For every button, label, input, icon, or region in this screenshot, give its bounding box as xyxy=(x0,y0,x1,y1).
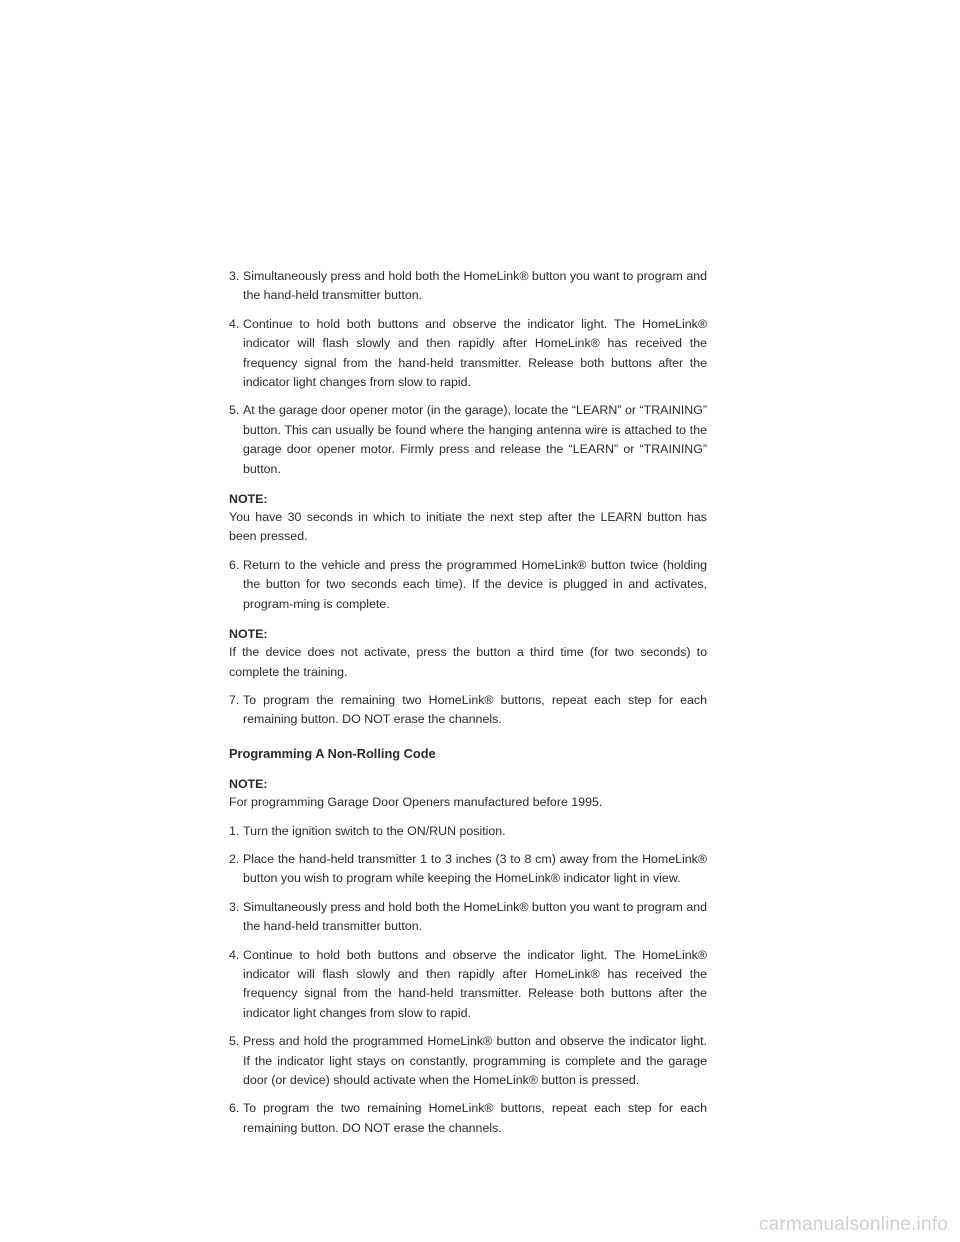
step-number: 5. xyxy=(229,403,240,418)
list-item xyxy=(229,401,707,479)
step-text: To program the two remaining HomeLink® buttons, repeat each step for each remaining button. DO NOT erase the channels. xyxy=(243,1101,707,1135)
note-label: NOTE: xyxy=(229,492,268,507)
step-number: 7. xyxy=(229,692,240,707)
note-label: NOTE: xyxy=(229,777,268,792)
list-item xyxy=(229,946,707,1024)
step-number: 6. xyxy=(229,557,240,572)
step-text: Return to the vehicle and press the programmed HomeLink® button twice (holding the button for two seconds each time). If the device is plugged in and activates, program-ming is complete. xyxy=(243,557,707,611)
step-number: 4. xyxy=(229,947,240,962)
step-number: 3. xyxy=(229,269,240,283)
list-item xyxy=(229,691,707,730)
list-item xyxy=(229,1099,707,1138)
manual-page-content xyxy=(229,267,707,1147)
step-text: Place the hand-held transmitter 1 to 3 inches (3 to 8 cm) away from the HomeLink® button you wish to program while keeping the HomeLink® indicator light in view. xyxy=(243,851,707,886)
step-number: 6. xyxy=(229,1101,240,1116)
step-number: 4. xyxy=(229,316,240,331)
step-text: Press and hold the programmed HomeLink® button and observe the indicator light. If the indicator light stays on constantly, programming is complete and the garage door (or device) should activate when the HomeLink® button is pressed. xyxy=(243,1034,707,1087)
list-item xyxy=(229,556,707,614)
step-text: Turn the ignition switch to the ON/RUN position. xyxy=(243,823,506,838)
step-text: Simultaneously press and hold both the HomeLink® button you want to program and the hand-held transmitter button. xyxy=(243,899,707,934)
step-number: 3. xyxy=(229,899,240,914)
list-item xyxy=(229,1032,707,1090)
note-text: For programming Garage Door Openers manufactured before 1995. xyxy=(229,795,603,810)
list-item xyxy=(229,822,707,841)
step-text: Continue to hold both buttons and observe the indicator light. The HomeLink® indicator will flash slowly and then rapidly after HomeLink® has received the frequency signal from the hand-held transmitter. Release both buttons after the indicator light changes from slow to rapid. xyxy=(243,947,707,1020)
step-text: To program the remaining two HomeLink® buttons, repeat each step for each remaining button. DO NOT erase the channels. xyxy=(243,692,707,727)
step-text: Simultaneously press and hold both the HomeLink® button you want to program and the hand-held transmitter button. xyxy=(243,269,707,303)
step-number: 5. xyxy=(229,1034,240,1049)
step-text: Continue to hold both buttons and observe the indicator light. The HomeLink® indicator will flash slowly and then rapidly after HomeLink® has received the frequency signal from the hand-held transmitter. Release both buttons after the indicator light changes from slow to rapid. xyxy=(243,316,707,390)
watermark: carmanualsonline.info xyxy=(758,1214,948,1235)
note-text: If the device does not activate, press the button a third time (for two seconds) to complete the training. xyxy=(229,645,707,679)
list-item xyxy=(229,898,707,937)
note-label: NOTE: xyxy=(229,627,268,642)
list-item xyxy=(229,315,707,393)
list-item xyxy=(229,850,707,889)
step-number: 1. xyxy=(229,823,240,838)
step-number: 2. xyxy=(229,851,240,866)
step-text: At the garage door opener motor (in the garage), locate the “LEARN” or “TRAINING” button. This can usually be found where the hanging antenna wire is attached to the garage door opener motor. Firmly press and release the “LEARN” or “TRAINING” button. xyxy=(243,403,707,476)
note-text: You have 30 seconds in which to initiate the next step after the LEARN button has been pressed. xyxy=(229,510,707,544)
list-item xyxy=(229,267,707,306)
section-heading: Programming A Non-Rolling Code xyxy=(229,745,436,761)
